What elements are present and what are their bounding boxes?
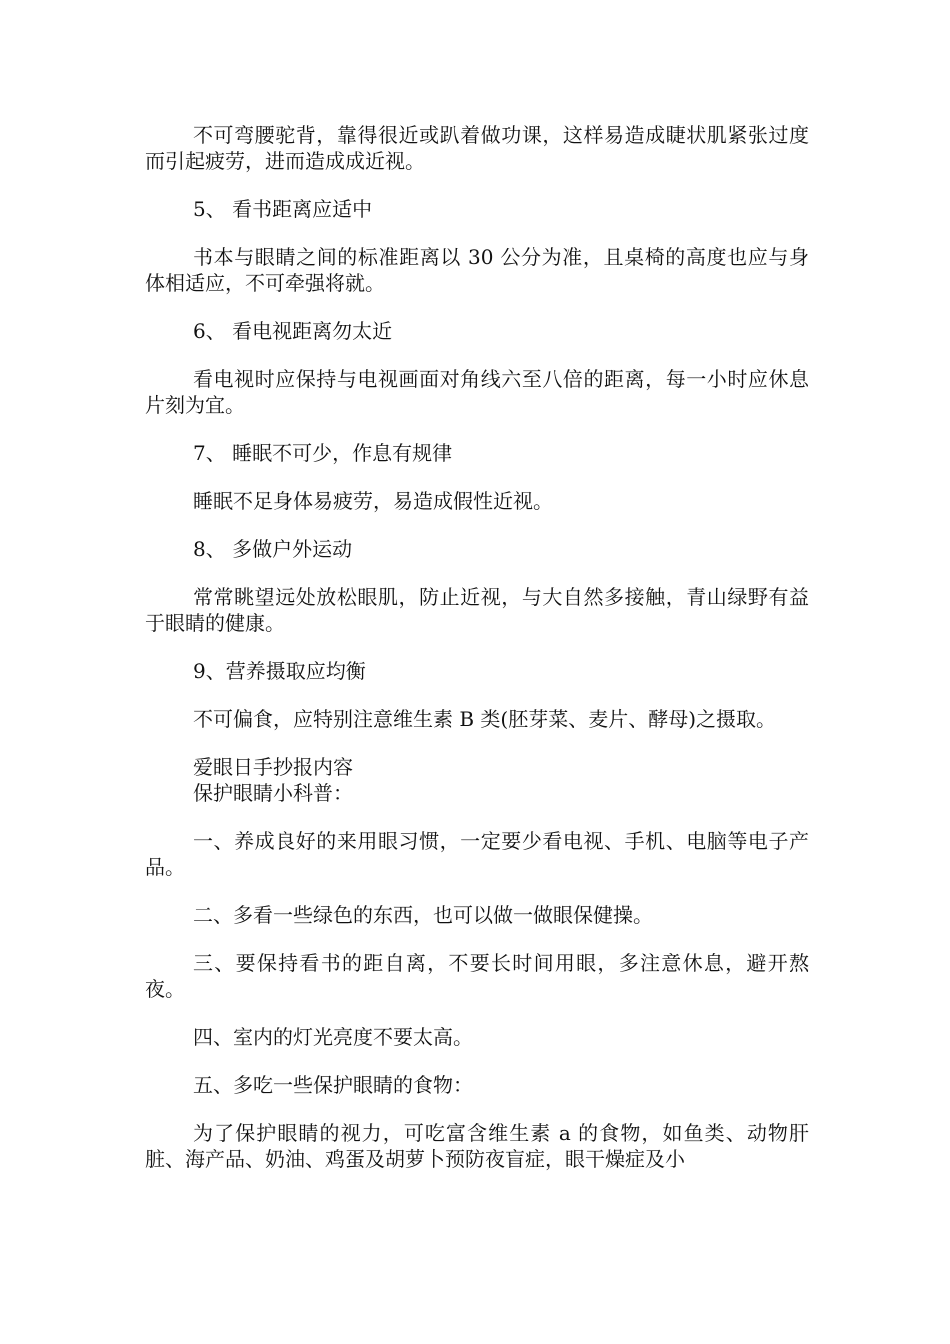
paragraph-posture: 不可弯腰驼背，靠得很近或趴着做功课，这样易造成睫状肌紧张过度而引起疲劳，进而造成成近视。 [145, 123, 809, 173]
paragraph-outdoor: 常常眺望远处放松眼肌，防止近视，与大自然多接触，青山绿野有益于眼睛的健康。 [145, 585, 809, 635]
heading-reading-distance: 5、 看书距离应适中 [193, 197, 373, 221]
section-title: 爱眼日手抄报内容 [193, 755, 353, 779]
paragraph-nutrition: 不可偏食，应特别注意维生素 B 类(胚芽菜、麦片、酵母)之摄取。 [193, 707, 777, 731]
tip-four: 四、室内的灯光亮度不要太高。 [193, 1025, 473, 1049]
heading-nutrition: 9、营养摄取应均衡 [193, 659, 366, 683]
heading-outdoor: 8、 多做户外运动 [193, 537, 353, 561]
paragraph-foods: 为了保护眼睛的视力，可吃富含维生素 a 的食物，如鱼类、动物肝脏、海产品、奶油、鸡蛋及胡萝卜预防夜盲症，眼干燥症及小 [145, 1121, 809, 1171]
paragraph-sleep: 睡眠不足身体易疲劳，易造成假性近视。 [193, 489, 553, 513]
heading-sleep: 7、 睡眠不可少，作息有规律 [193, 441, 453, 465]
heading-tv-distance: 6、 看电视距离勿太近 [193, 319, 393, 343]
document-body [145, 122, 809, 1194]
paragraph-reading-distance: 书本与眼睛之间的标准距离以 30 公分为准，且桌椅的高度也应与身体相适应，不可牵强将就。 [145, 245, 809, 295]
tip-five: 五、多吃一些保护眼睛的食物： [193, 1073, 473, 1097]
section-subtitle: 保护眼睛小科普： [193, 781, 353, 805]
paragraph-tv-distance: 看电视时应保持与电视画面对角线六至八倍的距离，每一小时应休息片刻为宜。 [145, 367, 809, 417]
tip-three: 三、要保持看书的距自离，不要长时间用眼，多注意休息，避开熬夜。 [145, 951, 809, 1001]
tip-two: 二、多看一些绿色的东西，也可以做一做眼保健操。 [193, 903, 653, 927]
tip-one: 一、养成良好的来用眼习惯，一定要少看电视、手机、电脑等电子产品。 [145, 829, 809, 879]
